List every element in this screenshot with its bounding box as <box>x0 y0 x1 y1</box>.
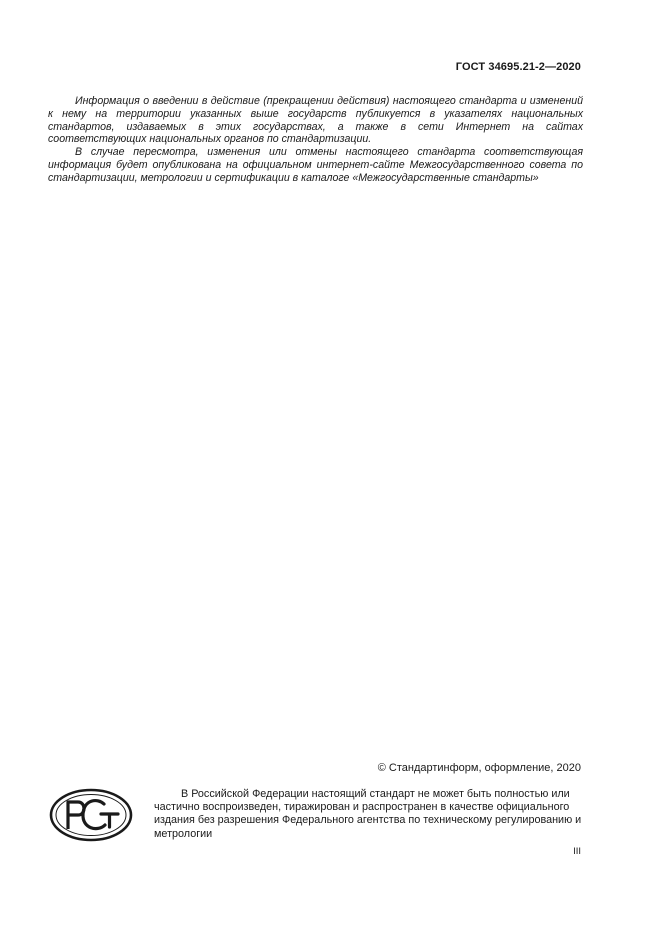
document-code: ГОСТ 34695.21-2—2020 <box>455 61 581 73</box>
rst-logo <box>48 787 134 843</box>
intro-paragraph-1: Информация о введении в действие (прекращении действия) настоящего стандарта и изменений к нему на территории указанных выше государств публикуется в указателях национальных стандартов, издаваемых в этих государствах, а также в сети Интернет на сайтах соответствующих национальных органов по стандартизации. <box>48 95 583 146</box>
notice-text: В Российской Федерации настоящий стандарт не может быть полностью или частично воспроизведен, тиражирован и распространен в качестве официального издания без разрешения Федерального агентства по техническому регулированию и метрологии <box>154 788 582 840</box>
page-number: III <box>573 846 581 857</box>
intro-paragraph-2: В случае пересмотра, изменения или отмены настоящего стандарта соответствующая информация будет опубликована на официальном интернет-сайте Межгосударственного совета по стандартизации, метрологии и сертификации в каталоге «Межгосударственные стандарты» <box>48 146 583 184</box>
copyright-line: © Стандартинформ, оформление, 2020 <box>377 762 581 774</box>
copyright-notice <box>154 788 588 841</box>
intro-section <box>48 95 583 185</box>
